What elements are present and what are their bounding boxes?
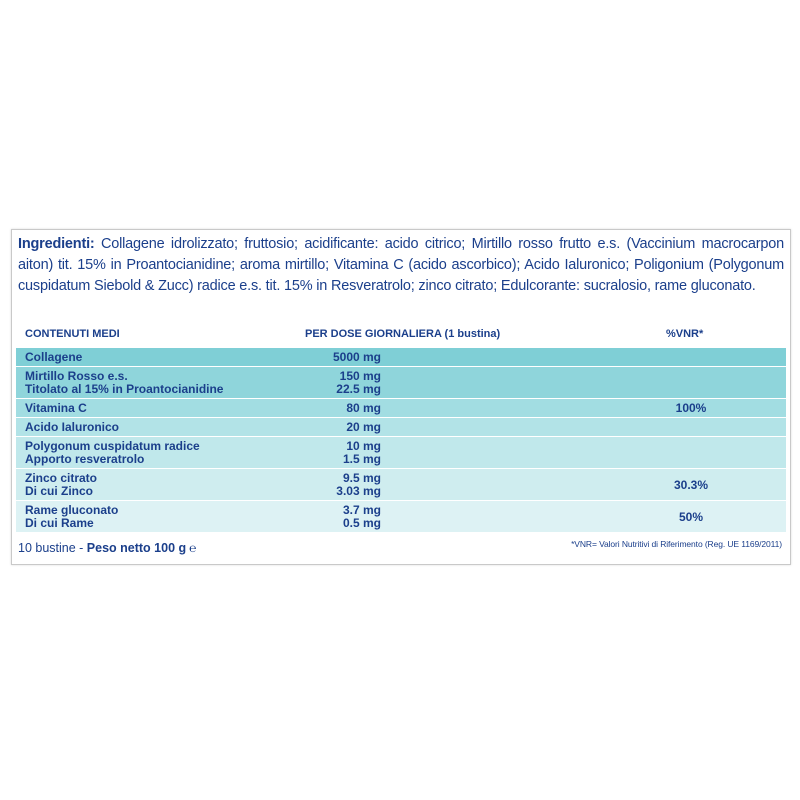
nutrient-vnr: 100% bbox=[675, 401, 707, 415]
header-daily-dose: PER DOSE GIORNALIERA (1 bustina) bbox=[305, 328, 501, 340]
ingredients-text: Collagene idrolizzato; fruttosio; acidificante: acido citrico; Mirtillo rosso frutto e.s. (Vaccinium macrocarpon aiton) tit. 15% in Proantocianidine; aroma mirtillo; Vitamina C (acido ascorbico); Acido Ialuronico; Poligonium (Polygonum cuspidatum Siebold & Zucc) radice e.s. tit. 15% in Resveratrolo; zinco citrato; Edulcorante: sucralosio, rame gluconato. bbox=[18, 236, 784, 294]
table-row bbox=[16, 500, 786, 532]
supplement-label bbox=[11, 229, 791, 565]
table-row bbox=[16, 398, 786, 417]
table-row bbox=[16, 366, 786, 398]
table-row bbox=[16, 436, 786, 468]
estimated-sign: ℮ bbox=[189, 541, 197, 555]
nutrient-vnr: 30.3% bbox=[673, 477, 709, 492]
nutrient-name: Di cui Rame bbox=[25, 516, 94, 530]
package-info bbox=[18, 541, 196, 555]
ingredients-label: Ingredienti: bbox=[18, 236, 95, 252]
nutrient-amount: 5000 mg bbox=[332, 350, 381, 364]
nutrient-amount: 0.5 mg bbox=[342, 516, 381, 530]
sachet-count: 10 bustine - bbox=[18, 541, 87, 555]
nutrient-name: Collagene bbox=[25, 350, 83, 364]
nutrient-amount: 10 mg bbox=[346, 439, 381, 453]
nutrient-amount: 3.7 mg bbox=[342, 503, 381, 517]
nutrient-name: Apporto resveratrolo bbox=[25, 452, 145, 466]
nutrient-name: Rame gluconato bbox=[25, 503, 119, 517]
ingredients-paragraph bbox=[18, 234, 784, 297]
nutrient-amount: 80 mg bbox=[346, 401, 381, 415]
nutrient-amount: 22.5 mg bbox=[336, 382, 381, 396]
nutrient-name: Di cui Zinco bbox=[25, 484, 94, 498]
table-row bbox=[16, 468, 786, 500]
nutrition-table bbox=[16, 347, 786, 532]
vnr-footnote: *VNR= Valori Nutritivi di Riferimento (Reg. UE 1169/2011) bbox=[571, 539, 782, 549]
table-row bbox=[16, 417, 786, 436]
table-row bbox=[16, 347, 786, 366]
nutrient-name: Zinco citrato bbox=[25, 471, 98, 485]
nutrient-amount: 20 mg bbox=[346, 420, 381, 434]
header-vnr: %VNR* bbox=[666, 328, 704, 340]
header-contents: CONTENUTI MEDI bbox=[25, 328, 120, 340]
net-weight: Peso netto 100 g bbox=[86, 541, 187, 555]
nutrient-amount: 1.5 mg bbox=[342, 452, 381, 466]
nutrition-table-header bbox=[12, 325, 790, 343]
nutrient-name: Polygonum cuspidatum radice bbox=[25, 439, 200, 453]
nutrient-name: Vitamina C bbox=[25, 401, 87, 415]
nutrient-name: Titolato al 15% in Proantocianidine bbox=[25, 382, 224, 396]
nutrient-name: Mirtillo Rosso e.s. bbox=[25, 369, 128, 383]
nutrient-amount: 3.03 mg bbox=[336, 484, 381, 498]
nutrient-vnr: 50% bbox=[678, 509, 704, 524]
nutrient-amount: 9.5 mg bbox=[342, 471, 381, 485]
nutrient-name: Acido Ialuronico bbox=[25, 420, 120, 434]
nutrient-amount: 150 mg bbox=[339, 369, 381, 383]
